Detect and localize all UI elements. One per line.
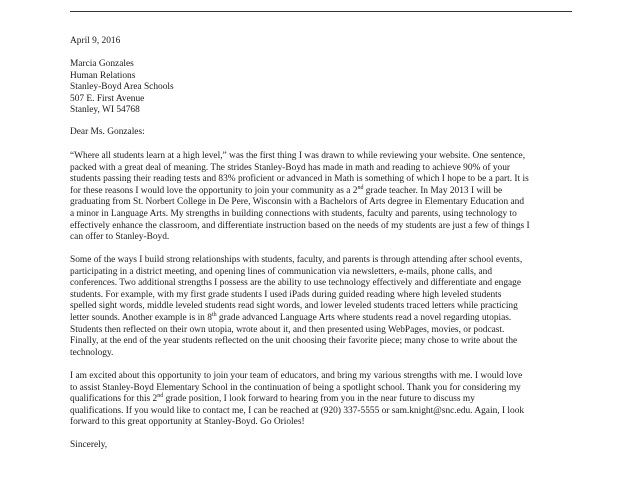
paragraph-closing	[70, 371, 570, 429]
p2-line: Finally, at the end of the year students reflected on the unit choosing their favorite piece; many chose to write about the	[70, 336, 518, 347]
p1-line: graduating from St. Norbert College in De Pere, Wisconsin with a Bachelors of Arts degree in Elementary Education and	[70, 197, 525, 208]
date-text: April 9, 2016	[70, 36, 121, 46]
recipient-organization: Stanley-Boyd Area Schools	[70, 82, 174, 93]
recipient-name: Marcia Gonzales	[70, 59, 134, 69]
paragraph-strengths	[70, 255, 570, 359]
p2-text: grade advanced Language Arts where students read a novel regarding utopias.	[216, 312, 512, 323]
recipient-department: Human Relations	[70, 70, 136, 81]
letter-date	[70, 36, 570, 48]
p1-line: packed with a great deal of meaning. The strides Stanley-Boyd has made in math and reading to achieve 90% of your	[70, 162, 511, 173]
ordinal-suffix: nd	[157, 393, 164, 400]
p3-text: grade position, I look forward to hearing from you in the near future to discuss my	[163, 394, 475, 405]
p2-line: technology.	[70, 347, 114, 358]
p1-line: students passing their reading tests and 83% proficient or advanced in Math is something of which I hope to be a part. It is	[70, 174, 529, 185]
valediction	[70, 440, 570, 452]
p1-text: for these reasons I would love the opportunity to join your community as a 2	[70, 185, 358, 196]
p3-line: to assist Stanley-Boyd Elementary School in the continuation of being a spotlight school. Thank you for considering my	[70, 382, 521, 393]
p2-line	[70, 313, 570, 325]
p1-line	[70, 186, 570, 198]
greeting-text: Dear Ms. Gonzales:	[70, 127, 145, 137]
ordinal-suffix: th	[211, 311, 217, 318]
p1-line: can offer to Stanley-Boyd.	[70, 232, 170, 243]
p1-line: a minor in Language Arts. My strengths in building connections with students, faculty and parents, using technology to	[70, 208, 517, 219]
p1-line: “Where all students learn at a high level,” was the first thing I was drawn to while reviewing your website. One sentence,	[70, 151, 526, 161]
ordinal-suffix: nd	[357, 184, 364, 191]
recipient-street: 507 E. First Avenue	[70, 93, 145, 104]
p3-line: qualifications. If you would like to contact me, I can be reached at (920) 337-5555 or sam.knight@snc.edu. Again, I look	[70, 405, 525, 416]
closing-text: Sincerely,	[70, 440, 108, 450]
p2-line: students. For example, with my first grade students I used iPads during guided reading where high leveled students	[70, 289, 502, 300]
p2-line: Some of the ways I build strong relationships with students, faculty, and parents is through attending after school events,	[70, 255, 523, 265]
p2-text: letter sounds. Another example is in 8	[70, 312, 212, 323]
header-rule	[70, 11, 572, 12]
recipient-address	[70, 59, 570, 117]
p2-line: conferences. Two additional strengths I possess are the ability to use technology effectively and differentiate and engage	[70, 278, 522, 289]
p2-line: participating in a district meeting, and opening lines of communication via newsletters, e-mails, phone calls, and	[70, 266, 493, 277]
p3-line: forward to this great opportunity at Stanley-Boyd. Go Orioles!	[70, 417, 305, 428]
p3-line: I am excited about this opportunity to join your team of educators, and bring my various strengths with me. I would love	[70, 371, 523, 381]
recipient-city: Stanley, WI 54768	[70, 105, 140, 116]
p3-line	[70, 394, 570, 406]
p1-line: effectively enhance the classroom, and differentiate instruction based on the needs of my students are just a few of things I	[70, 220, 530, 231]
p1-text: grade teacher. In May 2013 I will be	[363, 185, 503, 196]
paragraph-intro	[70, 151, 570, 244]
p2-line: spelled sight words, middle leveled students read sight words, and lower leveled students traced letters while practicing	[70, 301, 518, 312]
p3-text: qualifications for this 2	[70, 394, 158, 405]
p2-line: Students then reflected on their own utopia, wrote about it, and then presented using WebPages, movies, or podcast.	[70, 324, 505, 335]
salutation	[70, 127, 570, 139]
